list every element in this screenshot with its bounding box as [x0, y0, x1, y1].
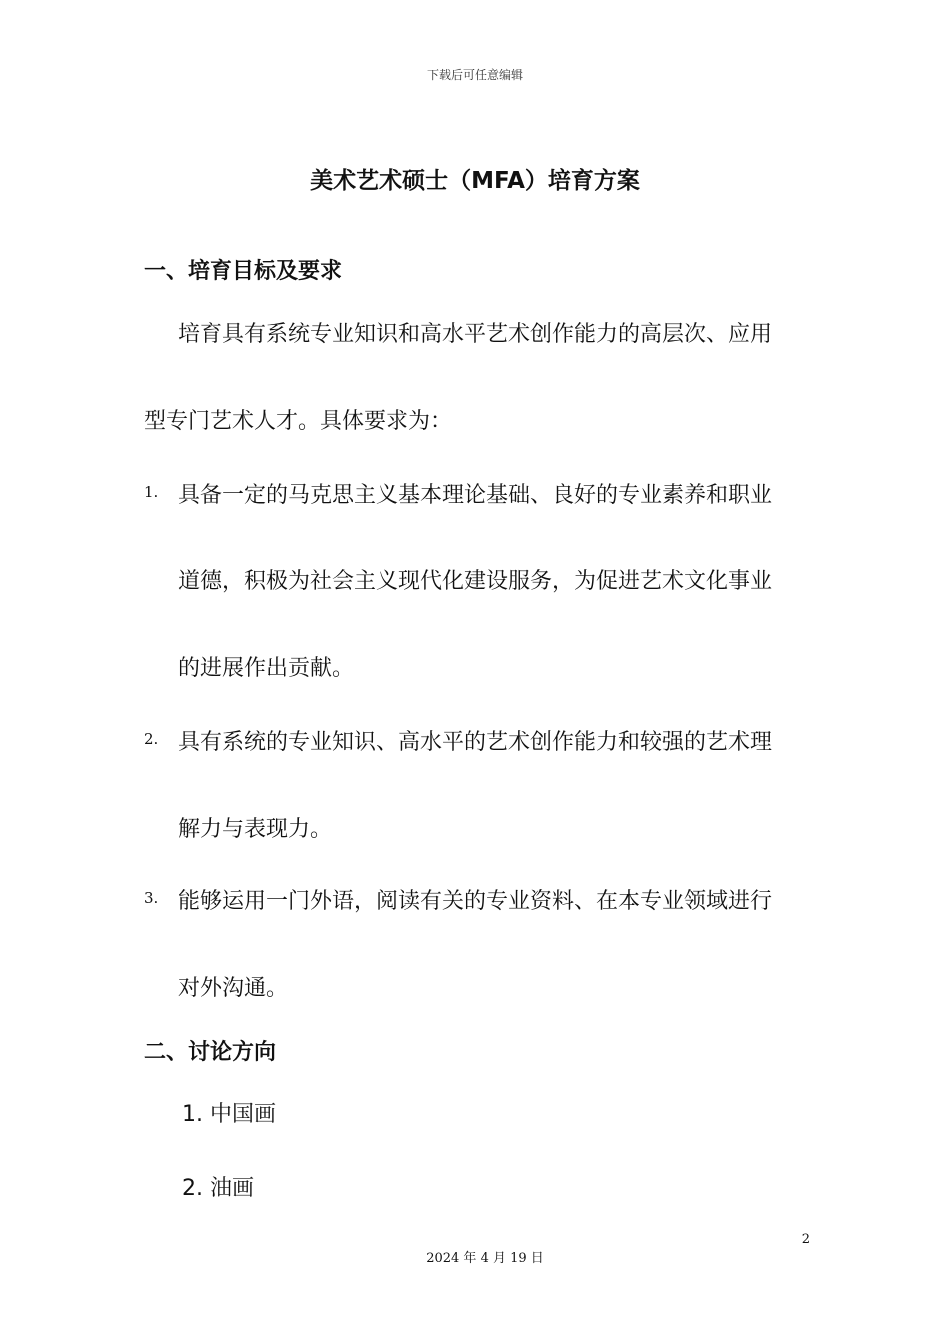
list-item-1-line-3: 的进展作出贡献。 [178, 656, 355, 681]
direction-item-1: 1. 中国画 [182, 1102, 276, 1127]
direction-item-2: 2. 油画 [182, 1176, 254, 1201]
list-item-1-line-1: 具备一定的马克思主义基本理论基础、良好的专业素养和职业 [178, 483, 773, 508]
list-item-2-line-1: 具有系统的专业知识、高水平的艺术创作能力和较强的艺术理 [178, 730, 773, 755]
list-item-3-line-2: 对外沟通。 [178, 976, 289, 1001]
list-item-2-line-2: 解力与表现力。 [178, 817, 333, 842]
page-number: 2 [801, 1232, 810, 1247]
section-heading-directions: 二、讨论方向 [144, 1040, 277, 1065]
list-item-1-line-2: 道德，积极为社会主义现代化建设服务，为促进艺术文化事业 [178, 569, 773, 594]
intro-line-2: 型专门艺术人才。具体要求为： [144, 409, 453, 434]
section-heading-goals: 一、培育目标及要求 [144, 259, 343, 284]
header-note: 下载后可任意编辑 [426, 68, 523, 82]
intro-line-1: 培育具有系统专业知识和高水平艺术创作能力的高层次、应用 [178, 322, 773, 347]
list-item-3-line-1: 能够运用一门外语，阅读有关的专业资料、在本专业领域进行 [178, 889, 773, 914]
footer-date: 2024 年 4 月 19 日 [426, 1251, 544, 1266]
list-item-number-2: 2. [144, 730, 159, 748]
list-item-number-1: 1. [144, 483, 159, 501]
list-item-number-3: 3. [144, 889, 159, 907]
document-title: 美术艺术硕士（MFA）培育方案 [310, 168, 640, 194]
